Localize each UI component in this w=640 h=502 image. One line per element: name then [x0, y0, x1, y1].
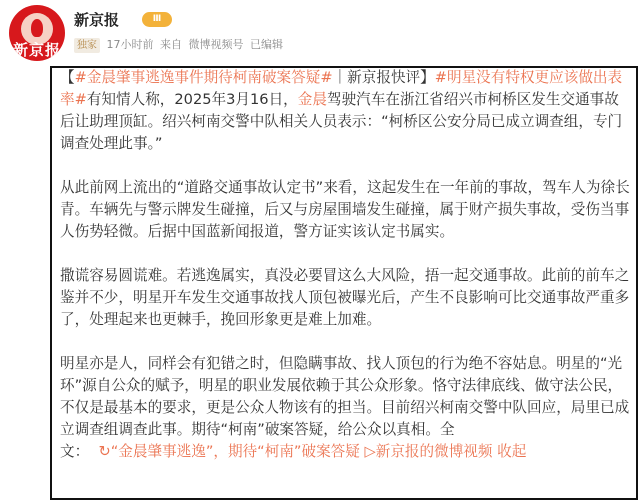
- mention-name[interactable]: 金晨: [297, 91, 327, 108]
- exclusive-badge: 独家: [74, 38, 100, 53]
- bracket-open: 【: [60, 69, 75, 86]
- topic-tag-2[interactable]: #明星没有特权更应该做出表率#: [60, 69, 623, 108]
- account-name[interactable]: 新京报: [74, 11, 120, 29]
- paragraph-1: [60, 67, 630, 155]
- source-prefix: 来自: [160, 38, 182, 51]
- edited-label: 已编辑: [250, 38, 283, 51]
- video-link[interactable]: ▷新京报的微博视频: [364, 443, 493, 460]
- paragraph-1-text-a: 有知情人称，2025年3月16日，: [86, 91, 298, 108]
- collapse-link[interactable]: 收起: [497, 443, 527, 460]
- avatar-logo-text: 新京报: [12, 41, 61, 59]
- paragraph-3: 撒谎容易圆谎难。若逃逸属实，真没必要冒这么大风险，捂一起交通事故。此前的前车之鉴并不少，明星开车发生交通事故找人顶包被曝光后，产生不良影响可比交通事故严重多了，处理起来也更棘手，挽回形象更是难上加难。: [60, 267, 630, 328]
- level-badge[interactable]: Ⅲ: [142, 12, 172, 27]
- post-time[interactable]: 17小时前: [106, 38, 154, 51]
- paragraph-4: [60, 353, 630, 463]
- post-source[interactable]: 微博视频号: [188, 38, 244, 51]
- post-meta: [74, 36, 286, 53]
- paragraph-4-text: 明星亦是人，同样会有犯错之时，但隐瞒事故、找人顶包的行为绝不容姑息。明星的“光环”源自公众的赋予，明星的职业发展依赖于其公众形象。恪守法律底线、做守法公民，不仅是最基本的要求，更是公众人物该有的担当。目前绍兴柯南交警中队回应，局里已成立调查组调查此事。期待“柯南”破案答疑，给公众以真相。全: [60, 355, 630, 438]
- post-header: [0, 0, 640, 66]
- paragraph-1-text-b: 驾驶汽车在浙江省绍兴市柯桥区发生交通事故后让助理顶缸。绍兴柯南交警中队相关人员表示：“柯桥区公安分局已成立调查组，专门调查处理此事。”: [60, 91, 623, 152]
- post-content: [60, 67, 630, 485]
- last-line: [60, 443, 526, 460]
- source-label: ｜新京报快评】: [332, 69, 435, 86]
- logo-flame-icon: [31, 19, 43, 37]
- paragraph-2: 从此前网上流出的“道路交通事故认定书”来看，这起发生在一年前的事故，驾车人为徐长青。车辆先与警示牌发生碰撞，后又与房屋围墙发生碰撞，属于财产损失事故，受伤当事人伤势轻微。后据中国蓝新闻报道，警方证实该认定书属实。: [60, 179, 630, 240]
- topic-tag-1[interactable]: #金晨肇事逃逸事件期待柯南破案答疑#: [74, 69, 333, 86]
- article-link[interactable]: ↻“金晨肇事逃逸”，期待“柯南”破案答疑: [98, 443, 360, 460]
- paragraph-4-end: 文：: [60, 443, 90, 460]
- avatar[interactable]: [9, 5, 65, 61]
